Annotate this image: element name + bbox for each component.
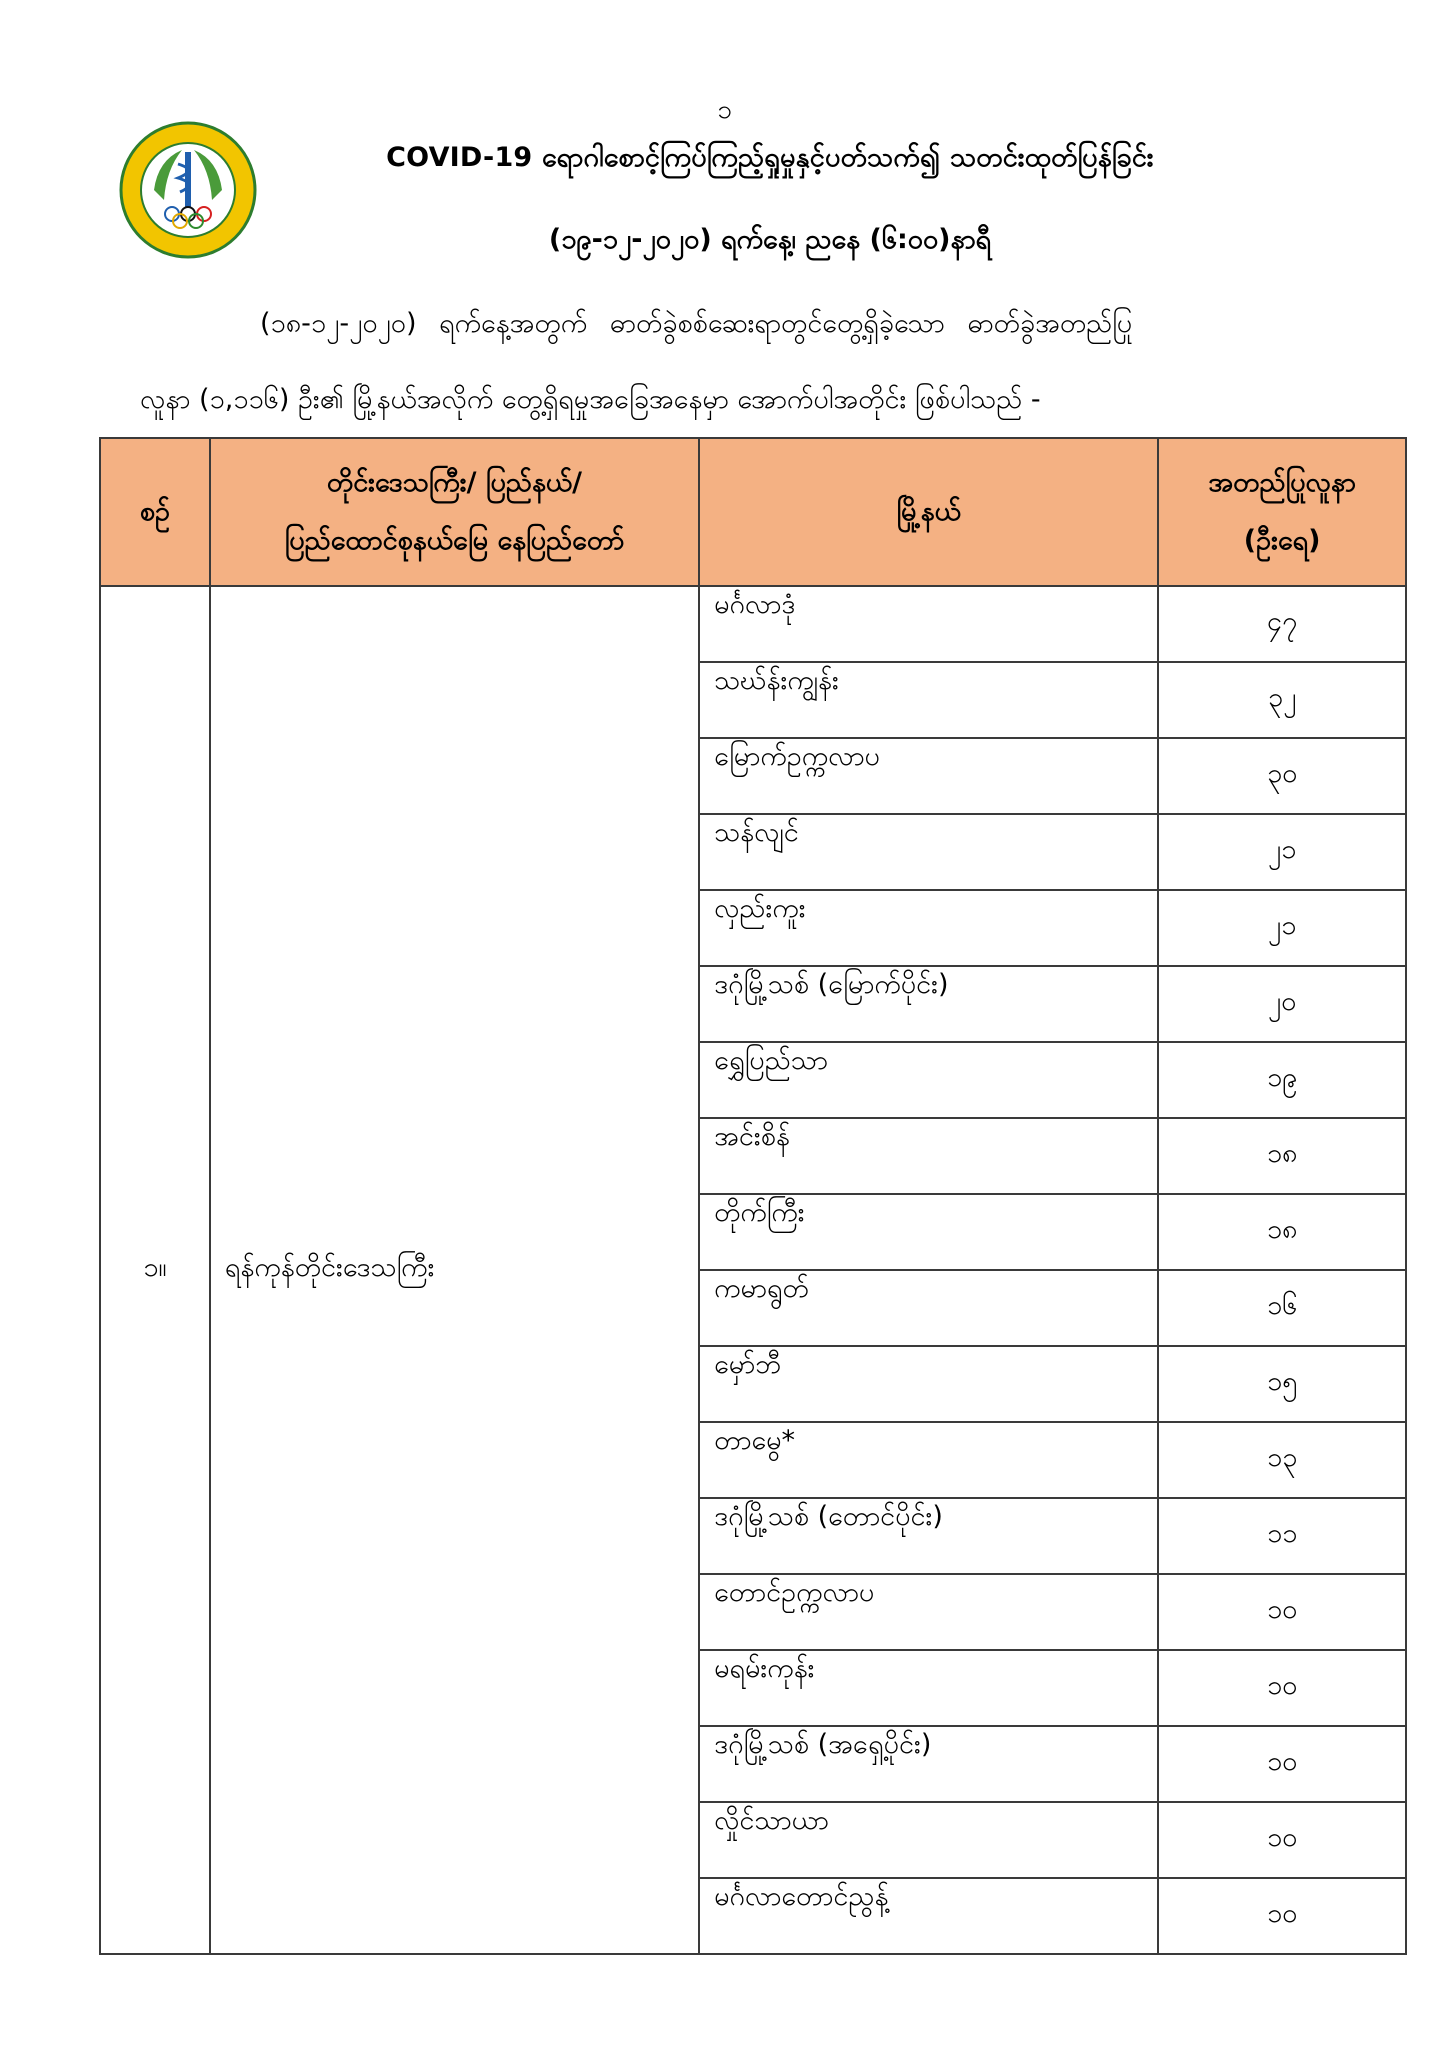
case-count-cell: ၂၁: [1158, 890, 1406, 966]
case-count-cell: ၁၀: [1158, 1574, 1406, 1650]
township-cell: မှော်ဘီ: [699, 1346, 1158, 1422]
header-count-line-1: အတည်ပြုလူနာ: [1208, 467, 1356, 498]
township-cell: မြောက်ဥက္ကလာပ: [699, 738, 1158, 814]
intro-line-1: (၁၈-၁၂-၂၀၂၀) ရက်နေ့အတွက် ဓာတ်ခွဲစစ်ဆေးရာတွင်တွေ့ရှိခဲ့သော ဓာတ်ခွဲအတည်ပြု: [260, 308, 1133, 339]
township-cell: ဒဂုံမြို့သစ် (အရှေ့ပိုင်း): [699, 1726, 1158, 1802]
case-count-cell: ၃၂: [1158, 662, 1406, 738]
township-cell: ဒဂုံမြို့သစ် (မြောက်ပိုင်း): [699, 966, 1158, 1042]
township-cell: မရမ်းကုန်း: [699, 1650, 1158, 1726]
township-cell: ကမာရွတ်: [699, 1270, 1158, 1346]
table-row: [100, 586, 1406, 662]
intro-line-2: လူနာ (၁,၁၁၆) ဦး၏ မြို့နယ်အလိုက် တွေ့ရှိရမှုအခြေအနေမှာ အောက်ပါအတိုင်း ဖြစ်ပါသည် -: [140, 384, 1041, 415]
header-serial: စဉ်: [100, 438, 210, 586]
case-count-cell: ၂၀: [1158, 966, 1406, 1042]
header-township: မြို့နယ်: [699, 438, 1158, 586]
township-cell: မင်္ဂလာဒုံ: [699, 586, 1158, 662]
header-region-line-1: တိုင်းဒေသကြီး/ ပြည်နယ်/: [326, 467, 582, 498]
case-count-cell: ၁၀: [1158, 1878, 1406, 1954]
serial-cell: ၁။: [100, 586, 210, 1954]
township-cell: မင်္ဂလာတောင်ညွန့်: [699, 1878, 1158, 1954]
township-cell: သန်လျင်: [699, 814, 1158, 890]
document-title: COVID-19 ရောဂါစောင့်ကြပ်ကြည့်ရှုမှုနှင့်ပတ်သက်၍ သတင်းထုတ်ပြန်ခြင်း: [386, 142, 1154, 173]
case-count-cell: ၁၅: [1158, 1346, 1406, 1422]
table-header-row: [100, 438, 1406, 586]
township-cell: လှိုင်သာယာ: [699, 1802, 1158, 1878]
case-count-cell: ၁၀: [1158, 1650, 1406, 1726]
ministry-logo: [118, 120, 258, 260]
township-cell: တောင်ဥက္ကလာပ: [699, 1574, 1158, 1650]
case-count-cell: ၄၇: [1158, 586, 1406, 662]
case-count-cell: ၁၆: [1158, 1270, 1406, 1346]
case-count-cell: ၁၀: [1158, 1726, 1406, 1802]
township-cell: လှည်းကူး: [699, 890, 1158, 966]
page-number: ၁: [717, 95, 732, 125]
township-cell: ဒဂုံမြို့သစ် (တောင်ပိုင်း): [699, 1498, 1158, 1574]
case-count-cell: ၃၀: [1158, 738, 1406, 814]
case-count-cell: ၁၁: [1158, 1498, 1406, 1574]
header-count: [1158, 438, 1406, 586]
case-count-cell: ၁၈: [1158, 1194, 1406, 1270]
township-cell: တာမွေ*: [699, 1422, 1158, 1498]
township-cell: သဃ်န်းကျွန်း: [699, 662, 1158, 738]
township-cell: ရွှေပြည်သာ: [699, 1042, 1158, 1118]
region-cell: ရန်ကုန်တိုင်းဒေသကြီး: [210, 586, 699, 1954]
township-case-table: [99, 437, 1407, 1955]
table-body: [100, 586, 1406, 1954]
case-count-cell: ၂၁: [1158, 814, 1406, 890]
township-cell: အင်းစိန်: [699, 1118, 1158, 1194]
document-subtitle: (၁၉-၁၂-၂၀၂၀) ရက်နေ့၊ ညနေ (၆:၀၀)နာရီ: [548, 224, 992, 255]
intro-paragraph: [100, 286, 1390, 438]
header-count-line-2: (ဦးရေ): [1243, 525, 1321, 556]
township-cell: တိုက်ကြီး: [699, 1194, 1158, 1270]
case-count-cell: ၁၃: [1158, 1422, 1406, 1498]
header-region: [210, 438, 699, 586]
header-region-line-2: ပြည်ထောင်စုနယ်မြေ နေပြည်တော်: [284, 525, 625, 556]
case-count-cell: ၁၈: [1158, 1118, 1406, 1194]
case-count-cell: ၁၉: [1158, 1042, 1406, 1118]
case-count-cell: ၁၀: [1158, 1802, 1406, 1878]
